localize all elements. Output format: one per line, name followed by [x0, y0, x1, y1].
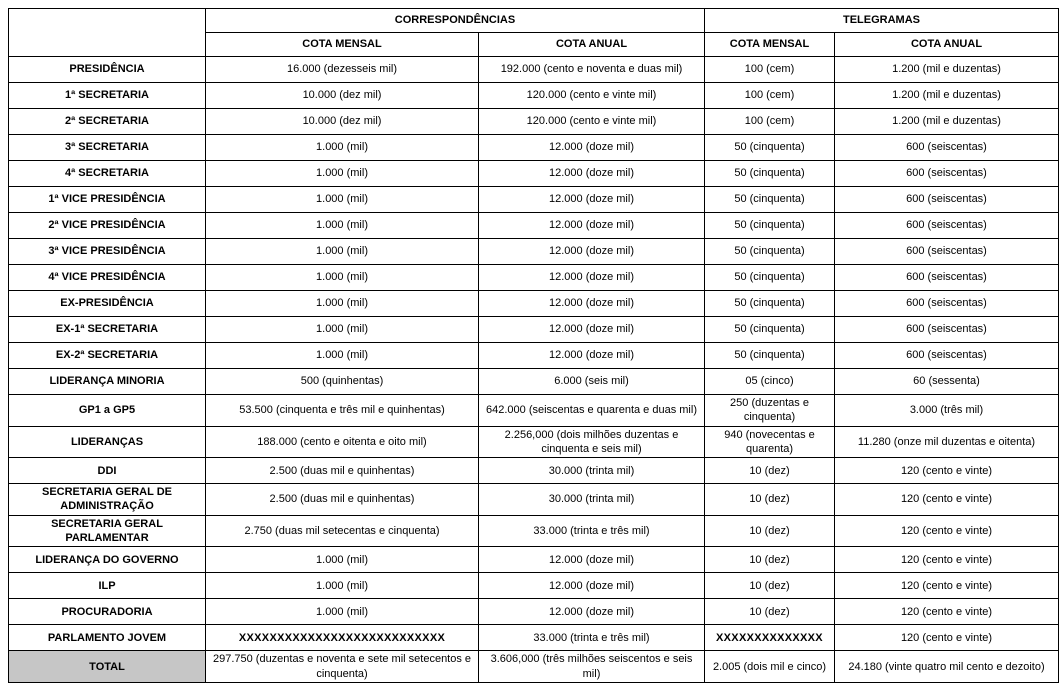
cell-telegram-mensal: 50 (cinquenta)	[705, 343, 835, 369]
column-header-telegram-mensal: COTA MENSAL	[705, 33, 835, 57]
cell-corresp-anual: 12.000 (doze mil)	[479, 291, 705, 317]
column-header-corresp-mensal: COTA MENSAL	[206, 33, 479, 57]
cell-corresp-mensal: 1.000 (mil)	[206, 343, 479, 369]
table-row	[9, 458, 1059, 484]
cell-corresp-mensal: 2.500 (duas mil e quinhentas)	[206, 484, 479, 516]
cell-telegram-mensal: 100 (cem)	[705, 83, 835, 109]
row-label: EX-1ª SECRETARIA	[9, 317, 206, 343]
row-label: PROCURADORIA	[9, 599, 206, 625]
cell-telegram-anual: 120 (cento e vinte)	[835, 573, 1059, 599]
cell-telegram-anual: 120 (cento e vinte)	[835, 625, 1059, 651]
cell-corresp-anual: 120.000 (cento e vinte mil)	[479, 109, 705, 135]
cell-corresp-anual: 120.000 (cento e vinte mil)	[479, 83, 705, 109]
cell-telegram-mensal: 50 (cinquenta)	[705, 317, 835, 343]
table-row	[9, 239, 1059, 265]
cell-telegram-mensal: 100 (cem)	[705, 57, 835, 83]
cell-telegram-anual: 1.200 (mil e duzentas)	[835, 57, 1059, 83]
cell-telegram-anual: 600 (seiscentas)	[835, 317, 1059, 343]
column-header-telegram-anual: COTA ANUAL	[835, 33, 1059, 57]
cell-corresp-mensal: 16.000 (dezesseis mil)	[206, 57, 479, 83]
cell-corresp-anual: 33.000 (trinta e três mil)	[479, 625, 705, 651]
table-row	[9, 426, 1059, 458]
cell-telegram-mensal: 10 (dez)	[705, 484, 835, 516]
cell-corresp-mensal: 1.000 (mil)	[206, 239, 479, 265]
cell-corresp-mensal: 1.000 (mil)	[206, 547, 479, 573]
cell-telegram-mensal: 05 (cinco)	[705, 369, 835, 395]
cell-telegram-mensal: 10 (dez)	[705, 573, 835, 599]
table-row	[9, 369, 1059, 395]
cell-telegram-anual: 24.180 (vinte quatro mil cento e dezoito)	[835, 651, 1059, 683]
cell-telegram-anual: 120 (cento e vinte)	[835, 547, 1059, 573]
cell-corresp-mensal: 1.000 (mil)	[206, 135, 479, 161]
cell-corresp-anual: 12.000 (doze mil)	[479, 135, 705, 161]
row-label: EX-2ª SECRETARIA	[9, 343, 206, 369]
cell-corresp-anual: 12.000 (doze mil)	[479, 547, 705, 573]
cell-telegram-anual: 120 (cento e vinte)	[835, 599, 1059, 625]
cell-telegram-anual: 60 (sessenta)	[835, 369, 1059, 395]
cell-telegram-anual: 600 (seiscentas)	[835, 187, 1059, 213]
group-header-telegramas: TELEGRAMAS	[705, 9, 1059, 33]
cell-corresp-anual: 3.606,000 (três milhões seiscentos e seis mil)	[479, 651, 705, 683]
cell-telegram-mensal: 50 (cinquenta)	[705, 187, 835, 213]
row-label: PRESIDÊNCIA	[9, 57, 206, 83]
table-row	[9, 213, 1059, 239]
cell-telegram-anual: 11.280 (onze mil duzentas e oitenta)	[835, 426, 1059, 458]
cell-corresp-anual: 12.000 (doze mil)	[479, 573, 705, 599]
cell-telegram-anual: 600 (seiscentas)	[835, 265, 1059, 291]
row-label: 2ª VICE PRESIDÊNCIA	[9, 213, 206, 239]
cell-corresp-anual: 12.000 (doze mil)	[479, 187, 705, 213]
cell-telegram-mensal: 250 (duzentas e cinquenta)	[705, 395, 835, 427]
cell-corresp-anual: 12.000 (doze mil)	[479, 317, 705, 343]
row-label: 1ª SECRETARIA	[9, 83, 206, 109]
cell-corresp-anual: 33.000 (trinta e três mil)	[479, 515, 705, 547]
cell-telegram-anual: 120 (cento e vinte)	[835, 515, 1059, 547]
cell-corresp-anual: 12.000 (doze mil)	[479, 343, 705, 369]
row-label: SECRETARIA GERAL PARLAMENTAR	[9, 515, 206, 547]
table-row	[9, 187, 1059, 213]
column-header-corresp-anual: COTA ANUAL	[479, 33, 705, 57]
quota-table	[8, 8, 1059, 683]
cell-telegram-mensal: 10 (dez)	[705, 547, 835, 573]
cell-telegram-anual: 120 (cento e vinte)	[835, 458, 1059, 484]
cell-telegram-anual: 600 (seiscentas)	[835, 291, 1059, 317]
cell-corresp-anual: 12.000 (doze mil)	[479, 239, 705, 265]
cell-corresp-anual: 6.000 (seis mil)	[479, 369, 705, 395]
cell-corresp-mensal: 188.000 (cento e oitenta e oito mil)	[206, 426, 479, 458]
cell-corresp-anual: 12.000 (doze mil)	[479, 213, 705, 239]
row-label: ILP	[9, 573, 206, 599]
row-label: 1ª VICE PRESIDÊNCIA	[9, 187, 206, 213]
row-label: 3ª VICE PRESIDÊNCIA	[9, 239, 206, 265]
cell-telegram-mensal: 50 (cinquenta)	[705, 265, 835, 291]
cell-corresp-mensal: 2.500 (duas mil e quinhentas)	[206, 458, 479, 484]
table-row	[9, 547, 1059, 573]
cell-corresp-mensal: 297.750 (duzentas e noventa e sete mil setecentos e cinquenta)	[206, 651, 479, 683]
corner-cell	[9, 9, 206, 57]
table-body	[9, 57, 1059, 683]
cell-corresp-anual: 30.000 (trinta mil)	[479, 458, 705, 484]
total-row	[9, 651, 1059, 683]
row-label: GP1 a GP5	[9, 395, 206, 427]
cell-corresp-mensal: 53.500 (cinquenta e três mil e quinhentas)	[206, 395, 479, 427]
cell-telegram-mensal: 2.005 (dois mil e cinco)	[705, 651, 835, 683]
cell-telegram-anual: 600 (seiscentas)	[835, 343, 1059, 369]
table-header	[9, 9, 1059, 57]
cell-telegram-mensal: 10 (dez)	[705, 515, 835, 547]
row-label: TOTAL	[9, 651, 206, 683]
row-label: PARLAMENTO JOVEM	[9, 625, 206, 651]
cell-corresp-mensal: 10.000 (dez mil)	[206, 83, 479, 109]
table-row	[9, 109, 1059, 135]
table-row	[9, 161, 1059, 187]
cell-corresp-mensal: 1.000 (mil)	[206, 599, 479, 625]
cell-telegram-mensal: 50 (cinquenta)	[705, 135, 835, 161]
cell-telegram-anual: 120 (cento e vinte)	[835, 484, 1059, 516]
table-row	[9, 135, 1059, 161]
cell-corresp-mensal: 1.000 (mil)	[206, 265, 479, 291]
cell-corresp-mensal: 1.000 (mil)	[206, 213, 479, 239]
table-row	[9, 599, 1059, 625]
row-label: LIDERANÇAS	[9, 426, 206, 458]
cell-corresp-mensal: 10.000 (dez mil)	[206, 109, 479, 135]
cell-corresp-mensal: 500 (quinhentas)	[206, 369, 479, 395]
cell-telegram-mensal: 50 (cinquenta)	[705, 291, 835, 317]
table-row	[9, 343, 1059, 369]
table-row	[9, 317, 1059, 343]
cell-corresp-anual: 12.000 (doze mil)	[479, 265, 705, 291]
cell-corresp-mensal: 1.000 (mil)	[206, 187, 479, 213]
cell-telegram-anual: 1.200 (mil e duzentas)	[835, 109, 1059, 135]
cell-corresp-anual: 12.000 (doze mil)	[479, 599, 705, 625]
table-row	[9, 625, 1059, 651]
table-row	[9, 291, 1059, 317]
row-label: DDI	[9, 458, 206, 484]
row-label: EX-PRESIDÊNCIA	[9, 291, 206, 317]
row-label: 4ª VICE PRESIDÊNCIA	[9, 265, 206, 291]
cell-telegram-mensal: 10 (dez)	[705, 458, 835, 484]
cell-corresp-anual: 192.000 (cento e noventa e duas mil)	[479, 57, 705, 83]
table-row	[9, 515, 1059, 547]
table-row	[9, 395, 1059, 427]
row-label: 2ª SECRETARIA	[9, 109, 206, 135]
table-row	[9, 265, 1059, 291]
cell-corresp-anual: 642.000 (seiscentas e quarenta e duas mil)	[479, 395, 705, 427]
cell-corresp-mensal: 1.000 (mil)	[206, 161, 479, 187]
cell-telegram-anual: 600 (seiscentas)	[835, 213, 1059, 239]
cell-corresp-anual: 12.000 (doze mil)	[479, 161, 705, 187]
cell-telegram-anual: 600 (seiscentas)	[835, 161, 1059, 187]
cell-telegram-anual: 600 (seiscentas)	[835, 135, 1059, 161]
cell-telegram-mensal: 50 (cinquenta)	[705, 213, 835, 239]
table-row	[9, 573, 1059, 599]
cell-corresp-mensal: 1.000 (mil)	[206, 317, 479, 343]
cell-telegram-anual: 3.000 (três mil)	[835, 395, 1059, 427]
row-label: 4ª SECRETARIA	[9, 161, 206, 187]
cell-telegram-mensal: 940 (novecentas e quarenta)	[705, 426, 835, 458]
row-label: LIDERANÇA MINORIA	[9, 369, 206, 395]
cell-telegram-mensal: 100 (cem)	[705, 109, 835, 135]
cell-corresp-mensal: 1.000 (mil)	[206, 291, 479, 317]
row-label: 3ª SECRETARIA	[9, 135, 206, 161]
table-row	[9, 83, 1059, 109]
table-row	[9, 484, 1059, 516]
group-header-correspondencias: CORRESPONDÊNCIAS	[206, 9, 705, 33]
cell-telegram-mensal: XXXXXXXXXXXXXX	[705, 625, 835, 651]
cell-telegram-anual: 1.200 (mil e duzentas)	[835, 83, 1059, 109]
cell-telegram-mensal: 50 (cinquenta)	[705, 161, 835, 187]
cell-corresp-anual: 30.000 (trinta mil)	[479, 484, 705, 516]
cell-corresp-mensal: 1.000 (mil)	[206, 573, 479, 599]
cell-corresp-mensal: 2.750 (duas mil setecentas e cinquenta)	[206, 515, 479, 547]
cell-telegram-anual: 600 (seiscentas)	[835, 239, 1059, 265]
row-label: LIDERANÇA DO GOVERNO	[9, 547, 206, 573]
row-label: SECRETARIA GERAL DE ADMINISTRAÇÃO	[9, 484, 206, 516]
cell-corresp-mensal: XXXXXXXXXXXXXXXXXXXXXXXXXXX	[206, 625, 479, 651]
cell-telegram-mensal: 10 (dez)	[705, 599, 835, 625]
cell-telegram-mensal: 50 (cinquenta)	[705, 239, 835, 265]
cell-corresp-anual: 2.256,000 (dois milhões duzentas e cinquenta e seis mil)	[479, 426, 705, 458]
table-row	[9, 57, 1059, 83]
